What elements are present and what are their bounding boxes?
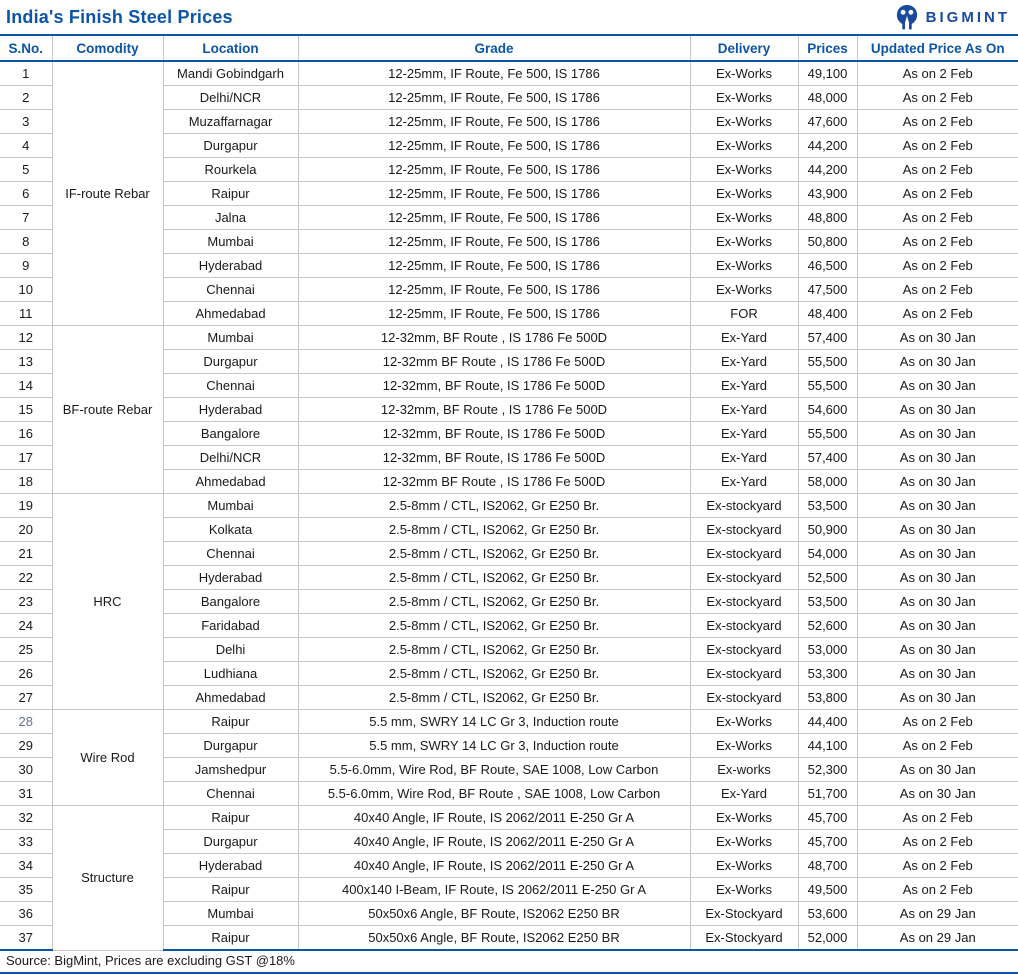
- price-cell: 58,000: [798, 470, 857, 494]
- price-cell: 54,600: [798, 398, 857, 422]
- price-cell: 52,500: [798, 566, 857, 590]
- grade-cell: 50x50x6 Angle, BF Route, IS2062 E250 BR: [298, 926, 690, 951]
- updated-cell: As on 2 Feb: [857, 254, 1018, 278]
- delivery-cell: Ex-stockyard: [690, 614, 798, 638]
- updated-cell: As on 29 Jan: [857, 926, 1018, 951]
- sno-cell: 9: [0, 254, 52, 278]
- price-cell: 55,500: [798, 422, 857, 446]
- sno-cell: 31: [0, 782, 52, 806]
- grade-cell: 12-32mm, BF Route, IS 1786 Fe 500D: [298, 422, 690, 446]
- price-cell: 54,000: [798, 542, 857, 566]
- price-cell: 53,800: [798, 686, 857, 710]
- sno-cell: 14: [0, 374, 52, 398]
- sno-cell: 36: [0, 902, 52, 926]
- table-row: [0, 326, 1018, 350]
- grade-cell: 12-25mm, IF Route, Fe 500, IS 1786: [298, 110, 690, 134]
- price-cell: 52,000: [798, 926, 857, 951]
- sno-cell: 2: [0, 86, 52, 110]
- updated-cell: As on 30 Jan: [857, 518, 1018, 542]
- location-cell: Mumbai: [163, 230, 298, 254]
- table-row: [0, 710, 1018, 734]
- delivery-cell: Ex-stockyard: [690, 638, 798, 662]
- updated-cell: As on 2 Feb: [857, 182, 1018, 206]
- grade-cell: 12-32mm BF Route , IS 1786 Fe 500D: [298, 350, 690, 374]
- commodity-cell: HRC: [52, 494, 163, 710]
- delivery-cell: Ex-Works: [690, 878, 798, 902]
- grade-cell: 2.5-8mm / CTL, IS2062, Gr E250 Br.: [298, 614, 690, 638]
- updated-cell: As on 2 Feb: [857, 302, 1018, 326]
- sno-cell: 1: [0, 61, 52, 86]
- sno-cell: 5: [0, 158, 52, 182]
- table-body: [0, 61, 1018, 950]
- location-cell: Rourkela: [163, 158, 298, 182]
- sno-cell: 11: [0, 302, 52, 326]
- updated-cell: As on 30 Jan: [857, 566, 1018, 590]
- updated-cell: As on 2 Feb: [857, 830, 1018, 854]
- location-cell: Hyderabad: [163, 254, 298, 278]
- price-cell: 45,700: [798, 830, 857, 854]
- location-cell: Faridabad: [163, 614, 298, 638]
- price-cell: 52,600: [798, 614, 857, 638]
- source-note: Source: BigMint, Prices are excluding GST @18%: [0, 951, 1018, 974]
- location-cell: Chennai: [163, 374, 298, 398]
- location-cell: Mumbai: [163, 326, 298, 350]
- grade-cell: 40x40 Angle, IF Route, IS 2062/2011 E-250 Gr A: [298, 830, 690, 854]
- updated-cell: As on 30 Jan: [857, 470, 1018, 494]
- updated-cell: As on 30 Jan: [857, 758, 1018, 782]
- location-cell: Mumbai: [163, 494, 298, 518]
- updated-cell: As on 2 Feb: [857, 61, 1018, 86]
- location-cell: Mumbai: [163, 902, 298, 926]
- updated-cell: As on 30 Jan: [857, 590, 1018, 614]
- delivery-cell: Ex-Works: [690, 110, 798, 134]
- delivery-cell: Ex-Yard: [690, 326, 798, 350]
- delivery-cell: FOR: [690, 302, 798, 326]
- location-cell: Muzaffarnagar: [163, 110, 298, 134]
- prices-table: [0, 34, 1018, 951]
- column-header-prices: Prices: [798, 35, 857, 61]
- price-cell: 50,800: [798, 230, 857, 254]
- location-cell: Raipur: [163, 806, 298, 830]
- price-cell: 48,800: [798, 206, 857, 230]
- sno-cell: 20: [0, 518, 52, 542]
- sno-cell: 15: [0, 398, 52, 422]
- price-cell: 44,200: [798, 158, 857, 182]
- grade-cell: 12-32mm, BF Route , IS 1786 Fe 500D: [298, 326, 690, 350]
- sno-cell: 30: [0, 758, 52, 782]
- updated-cell: As on 2 Feb: [857, 734, 1018, 758]
- updated-cell: As on 30 Jan: [857, 542, 1018, 566]
- grade-cell: 2.5-8mm / CTL, IS2062, Gr E250 Br.: [298, 542, 690, 566]
- updated-cell: As on 2 Feb: [857, 134, 1018, 158]
- price-cell: 52,300: [798, 758, 857, 782]
- updated-cell: As on 30 Jan: [857, 446, 1018, 470]
- delivery-cell: Ex-Yard: [690, 446, 798, 470]
- grade-cell: 12-25mm, IF Route, Fe 500, IS 1786: [298, 61, 690, 86]
- updated-cell: As on 30 Jan: [857, 638, 1018, 662]
- delivery-cell: Ex-stockyard: [690, 662, 798, 686]
- delivery-cell: Ex-Works: [690, 61, 798, 86]
- updated-cell: As on 2 Feb: [857, 278, 1018, 302]
- delivery-cell: Ex-works: [690, 758, 798, 782]
- location-cell: Durgapur: [163, 350, 298, 374]
- sno-cell: 25: [0, 638, 52, 662]
- sno-cell: 13: [0, 350, 52, 374]
- grade-cell: 12-25mm, IF Route, Fe 500, IS 1786: [298, 134, 690, 158]
- updated-cell: As on 30 Jan: [857, 374, 1018, 398]
- sno-cell: 8: [0, 230, 52, 254]
- table-row: [0, 494, 1018, 518]
- location-cell: Chennai: [163, 542, 298, 566]
- location-cell: Bangalore: [163, 422, 298, 446]
- grade-cell: 2.5-8mm / CTL, IS2062, Gr E250 Br.: [298, 518, 690, 542]
- location-cell: Ludhiana: [163, 662, 298, 686]
- grade-cell: 2.5-8mm / CTL, IS2062, Gr E250 Br.: [298, 590, 690, 614]
- grade-cell: 5.5 mm, SWRY 14 LC Gr 3, Induction route: [298, 710, 690, 734]
- location-cell: Delhi: [163, 638, 298, 662]
- delivery-cell: Ex-Works: [690, 254, 798, 278]
- sno-cell: 4: [0, 134, 52, 158]
- grade-cell: 12-25mm, IF Route, Fe 500, IS 1786: [298, 158, 690, 182]
- commodity-cell: BF-route Rebar: [52, 326, 163, 494]
- sno-cell: 16: [0, 422, 52, 446]
- location-cell: Kolkata: [163, 518, 298, 542]
- price-cell: 47,600: [798, 110, 857, 134]
- updated-cell: As on 30 Jan: [857, 398, 1018, 422]
- updated-cell: As on 30 Jan: [857, 494, 1018, 518]
- price-cell: 53,600: [798, 902, 857, 926]
- location-cell: Chennai: [163, 278, 298, 302]
- updated-cell: As on 30 Jan: [857, 614, 1018, 638]
- grade-cell: 12-32mm, BF Route , IS 1786 Fe 500D: [298, 398, 690, 422]
- price-cell: 53,500: [798, 494, 857, 518]
- sno-cell: 23: [0, 590, 52, 614]
- sno-cell: 24: [0, 614, 52, 638]
- delivery-cell: Ex-Works: [690, 134, 798, 158]
- location-cell: Ahmedabad: [163, 302, 298, 326]
- delivery-cell: Ex-Works: [690, 230, 798, 254]
- delivery-cell: Ex-stockyard: [690, 590, 798, 614]
- sno-cell: 34: [0, 854, 52, 878]
- sno-cell: 37: [0, 926, 52, 951]
- location-cell: Raipur: [163, 710, 298, 734]
- updated-cell: As on 2 Feb: [857, 710, 1018, 734]
- column-header-comodity: Comodity: [52, 35, 163, 61]
- sno-cell: 29: [0, 734, 52, 758]
- updated-cell: As on 2 Feb: [857, 230, 1018, 254]
- updated-cell: As on 30 Jan: [857, 686, 1018, 710]
- commodity-cell: Structure: [52, 806, 163, 951]
- sno-cell: 19: [0, 494, 52, 518]
- sno-cell: 22: [0, 566, 52, 590]
- sno-cell: 26: [0, 662, 52, 686]
- delivery-cell: Ex-Works: [690, 206, 798, 230]
- sno-cell: 12: [0, 326, 52, 350]
- location-cell: Delhi/NCR: [163, 446, 298, 470]
- sno-cell: 32: [0, 806, 52, 830]
- price-cell: 43,900: [798, 182, 857, 206]
- grade-cell: 5.5-6.0mm, Wire Rod, BF Route , SAE 1008, Low Carbon: [298, 782, 690, 806]
- grade-cell: 2.5-8mm / CTL, IS2062, Gr E250 Br.: [298, 686, 690, 710]
- brand-name: BIGMINT: [925, 8, 1010, 26]
- delivery-cell: Ex-Yard: [690, 422, 798, 446]
- location-cell: Chennai: [163, 782, 298, 806]
- sno-cell: 6: [0, 182, 52, 206]
- grade-cell: 2.5-8mm / CTL, IS2062, Gr E250 Br.: [298, 662, 690, 686]
- location-cell: Durgapur: [163, 734, 298, 758]
- sno-cell: 18: [0, 470, 52, 494]
- delivery-cell: Ex-Works: [690, 734, 798, 758]
- sno-cell: 7: [0, 206, 52, 230]
- grade-cell: 12-25mm, IF Route, Fe 500, IS 1786: [298, 206, 690, 230]
- grade-cell: 12-25mm, IF Route, Fe 500, IS 1786: [298, 86, 690, 110]
- updated-cell: As on 2 Feb: [857, 806, 1018, 830]
- location-cell: Ahmedabad: [163, 686, 298, 710]
- updated-cell: As on 30 Jan: [857, 350, 1018, 374]
- updated-cell: As on 30 Jan: [857, 422, 1018, 446]
- sno-cell: 35: [0, 878, 52, 902]
- grade-cell: 12-32mm, BF Route, IS 1786 Fe 500D: [298, 374, 690, 398]
- price-cell: 48,000: [798, 86, 857, 110]
- grade-cell: 12-25mm, IF Route, Fe 500, IS 1786: [298, 302, 690, 326]
- column-header-delivery: Delivery: [690, 35, 798, 61]
- updated-cell: As on 2 Feb: [857, 854, 1018, 878]
- brand-logo: [894, 4, 1010, 30]
- grade-cell: 400x140 I-Beam, IF Route, IS 2062/2011 E-250 Gr A: [298, 878, 690, 902]
- updated-cell: As on 2 Feb: [857, 878, 1018, 902]
- price-cell: 49,100: [798, 61, 857, 86]
- grade-cell: 40x40 Angle, IF Route, IS 2062/2011 E-250 Gr A: [298, 854, 690, 878]
- location-cell: Hyderabad: [163, 398, 298, 422]
- sno-cell: 33: [0, 830, 52, 854]
- grade-cell: 12-25mm, IF Route, Fe 500, IS 1786: [298, 254, 690, 278]
- price-cell: 53,000: [798, 638, 857, 662]
- delivery-cell: Ex-Works: [690, 710, 798, 734]
- location-cell: Jamshedpur: [163, 758, 298, 782]
- delivery-cell: Ex-Yard: [690, 782, 798, 806]
- price-cell: 55,500: [798, 374, 857, 398]
- sno-cell: 3: [0, 110, 52, 134]
- delivery-cell: Ex-Yard: [690, 350, 798, 374]
- delivery-cell: Ex-Yard: [690, 398, 798, 422]
- grade-cell: 12-32mm, BF Route, IS 1786 Fe 500D: [298, 446, 690, 470]
- grade-cell: 2.5-8mm / CTL, IS2062, Gr E250 Br.: [298, 494, 690, 518]
- updated-cell: As on 30 Jan: [857, 662, 1018, 686]
- delivery-cell: Ex-Yard: [690, 470, 798, 494]
- location-cell: Raipur: [163, 926, 298, 951]
- updated-cell: As on 30 Jan: [857, 326, 1018, 350]
- delivery-cell: Ex-stockyard: [690, 566, 798, 590]
- location-cell: Durgapur: [163, 830, 298, 854]
- location-cell: Ahmedabad: [163, 470, 298, 494]
- delivery-cell: Ex-Works: [690, 806, 798, 830]
- delivery-cell: Ex-Works: [690, 830, 798, 854]
- delivery-cell: Ex-Stockyard: [690, 926, 798, 951]
- grade-cell: 2.5-8mm / CTL, IS2062, Gr E250 Br.: [298, 638, 690, 662]
- grade-cell: 50x50x6 Angle, BF Route, IS2062 E250 BR: [298, 902, 690, 926]
- column-header-sno: S.No.: [0, 35, 52, 61]
- grade-cell: 12-32mm BF Route , IS 1786 Fe 500D: [298, 470, 690, 494]
- table-row: [0, 806, 1018, 830]
- delivery-cell: Ex-Works: [690, 86, 798, 110]
- price-cell: 44,400: [798, 710, 857, 734]
- title-bar: [0, 0, 1018, 34]
- sno-cell: 17: [0, 446, 52, 470]
- location-cell: Mandi Gobindgarh: [163, 61, 298, 86]
- delivery-cell: Ex-stockyard: [690, 686, 798, 710]
- price-cell: 50,900: [798, 518, 857, 542]
- delivery-cell: Ex-Stockyard: [690, 902, 798, 926]
- location-cell: Durgapur: [163, 134, 298, 158]
- price-cell: 51,700: [798, 782, 857, 806]
- price-cell: 48,400: [798, 302, 857, 326]
- price-cell: 45,700: [798, 806, 857, 830]
- column-header-updated: Updated Price As On: [857, 35, 1018, 61]
- grade-cell: 12-25mm, IF Route, Fe 500, IS 1786: [298, 230, 690, 254]
- delivery-cell: Ex-Yard: [690, 374, 798, 398]
- price-cell: 47,500: [798, 278, 857, 302]
- delivery-cell: Ex-stockyard: [690, 494, 798, 518]
- delivery-cell: Ex-Works: [690, 278, 798, 302]
- location-cell: Bangalore: [163, 590, 298, 614]
- updated-cell: As on 2 Feb: [857, 158, 1018, 182]
- price-cell: 44,100: [798, 734, 857, 758]
- price-cell: 53,500: [798, 590, 857, 614]
- delivery-cell: Ex-Works: [690, 158, 798, 182]
- delivery-cell: Ex-stockyard: [690, 518, 798, 542]
- updated-cell: As on 30 Jan: [857, 782, 1018, 806]
- price-cell: 57,400: [798, 446, 857, 470]
- column-header-grade: Grade: [298, 35, 690, 61]
- sno-cell: 21: [0, 542, 52, 566]
- price-cell: 44,200: [798, 134, 857, 158]
- price-cell: 48,700: [798, 854, 857, 878]
- location-cell: Raipur: [163, 878, 298, 902]
- location-cell: Jalna: [163, 206, 298, 230]
- price-cell: 57,400: [798, 326, 857, 350]
- page-title: India's Finish Steel Prices: [6, 6, 233, 27]
- sno-cell: 27: [0, 686, 52, 710]
- location-cell: Delhi/NCR: [163, 86, 298, 110]
- commodity-cell: Wire Rod: [52, 710, 163, 806]
- price-cell: 55,500: [798, 350, 857, 374]
- location-cell: Raipur: [163, 182, 298, 206]
- updated-cell: As on 2 Feb: [857, 206, 1018, 230]
- updated-cell: As on 29 Jan: [857, 902, 1018, 926]
- grade-cell: 40x40 Angle, IF Route, IS 2062/2011 E-250 Gr A: [298, 806, 690, 830]
- column-header-location: Location: [163, 35, 298, 61]
- table-row: [0, 61, 1018, 86]
- price-cell: 46,500: [798, 254, 857, 278]
- location-cell: Hyderabad: [163, 854, 298, 878]
- updated-cell: As on 2 Feb: [857, 110, 1018, 134]
- sno-cell: 10: [0, 278, 52, 302]
- grade-cell: 5.5 mm, SWRY 14 LC Gr 3, Induction route: [298, 734, 690, 758]
- grade-cell: 12-25mm, IF Route, Fe 500, IS 1786: [298, 182, 690, 206]
- header-row: [0, 35, 1018, 61]
- delivery-cell: Ex-Works: [690, 854, 798, 878]
- grade-cell: 12-25mm, IF Route, Fe 500, IS 1786: [298, 278, 690, 302]
- delivery-cell: Ex-Works: [690, 182, 798, 206]
- bigmint-logo-icon: [894, 4, 920, 30]
- delivery-cell: Ex-stockyard: [690, 542, 798, 566]
- grade-cell: 5.5-6.0mm, Wire Rod, BF Route, SAE 1008, Low Carbon: [298, 758, 690, 782]
- location-cell: Hyderabad: [163, 566, 298, 590]
- price-cell: 49,500: [798, 878, 857, 902]
- grade-cell: 2.5-8mm / CTL, IS2062, Gr E250 Br.: [298, 566, 690, 590]
- updated-cell: As on 2 Feb: [857, 86, 1018, 110]
- sno-cell: 28: [0, 710, 52, 734]
- commodity-cell: IF-route Rebar: [52, 61, 163, 326]
- price-cell: 53,300: [798, 662, 857, 686]
